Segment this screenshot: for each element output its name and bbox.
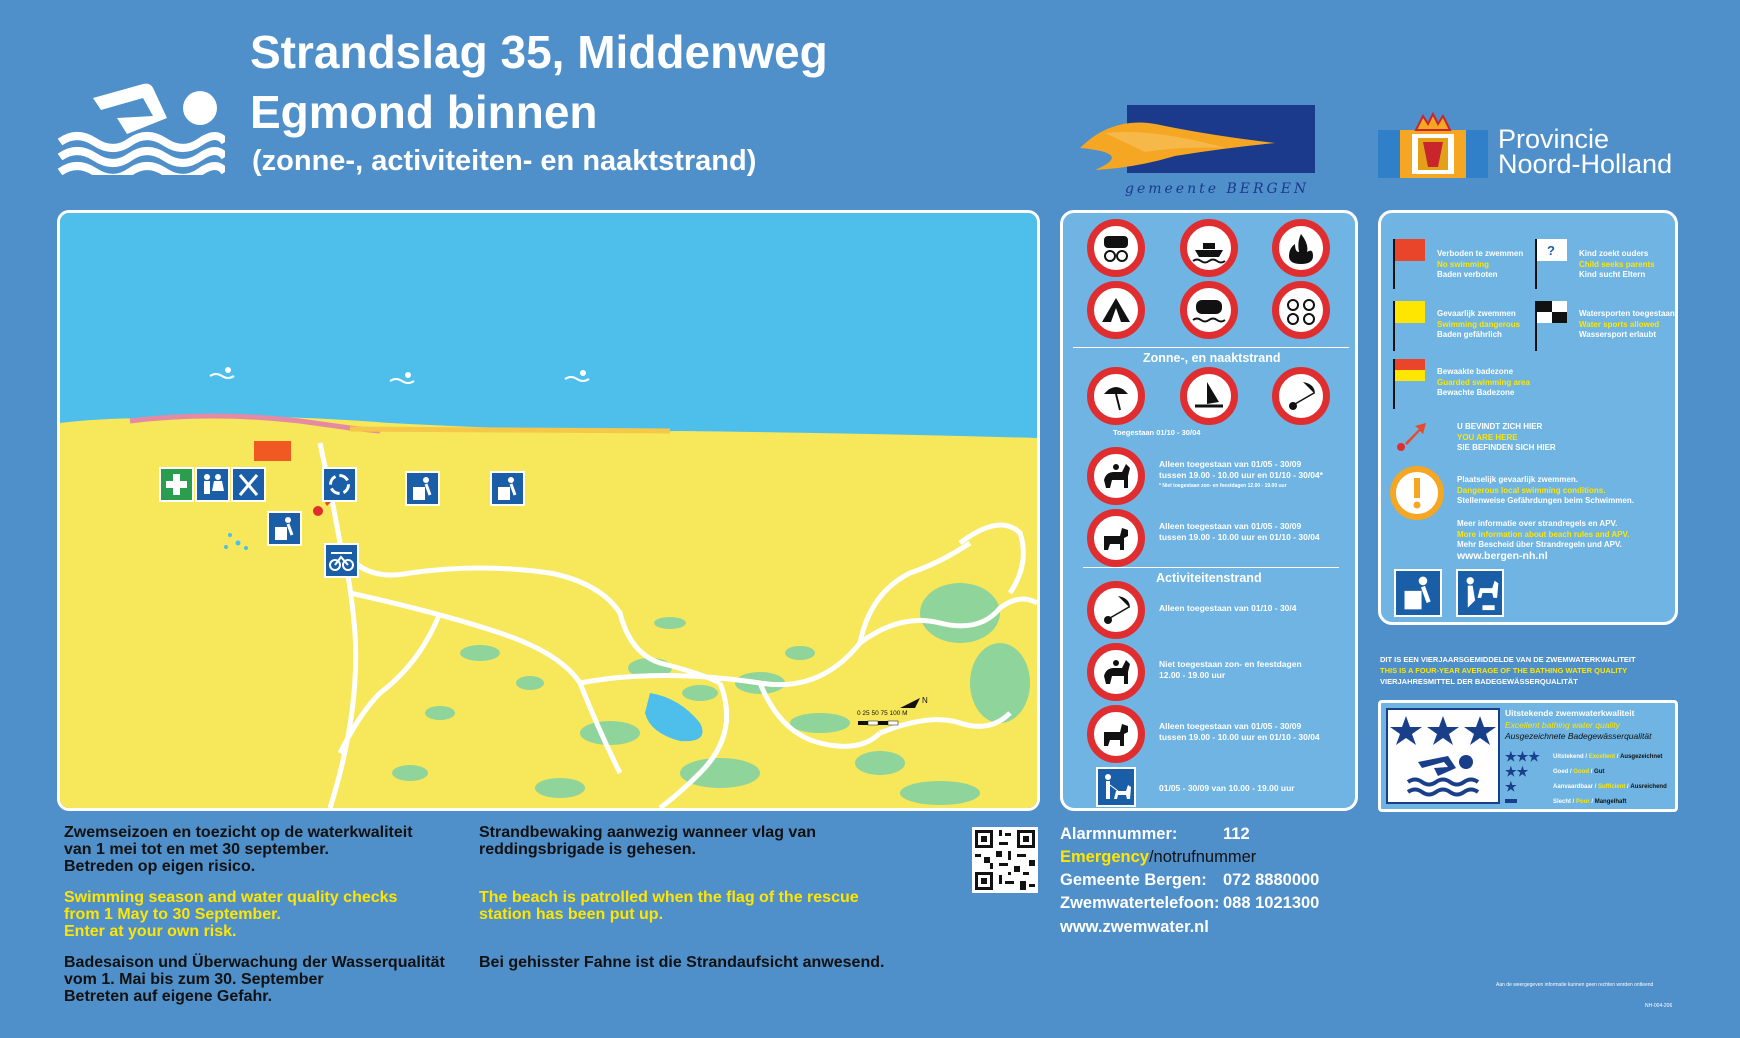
- no-dogs-icon: [1087, 509, 1145, 567]
- season-info-en: [64, 889, 397, 940]
- patrol-de1: Bei gehisster Fahne ist die Strandaufsicht anwesend.: [479, 954, 885, 971]
- you-are-here-text: [1457, 422, 1556, 454]
- svg-text:N: N: [922, 696, 928, 705]
- flag-guarded-de: Bewachte Badezone: [1437, 388, 1515, 397]
- dog-rule-1-line2: tussen 19.00 - 10.00 uur en 01/10 - 30/04: [1159, 532, 1320, 542]
- warning-icon: [1389, 465, 1445, 521]
- row2-de: Ausreichend: [1630, 783, 1667, 790]
- quality-row-good: ★★ Goed / Good / Gut: [1505, 763, 1605, 779]
- province-label-1: Provincie: [1498, 124, 1610, 154]
- flag-child-de: Kind sucht Eltern: [1579, 270, 1646, 279]
- dog-on-leash-icon: [1096, 767, 1136, 807]
- row3-de: Mangelhaft: [1594, 798, 1627, 805]
- kite-allowed-note: Toegestaan 01/10 - 30/04: [1113, 428, 1201, 437]
- trash-bin-icon: [490, 471, 525, 506]
- dog-rule-2: [1159, 721, 1320, 743]
- flag-red-de: Baden verboten: [1437, 270, 1498, 279]
- title-line1: Strandslag 35, Middenweg: [250, 26, 828, 78]
- more-de: Mehr Bescheid über Strandregeln und APV.: [1457, 540, 1622, 549]
- kite-rule-2: Alleen toegestaan van 01/10 - 30/4: [1159, 603, 1297, 613]
- row1-en: Good: [1573, 768, 1590, 775]
- no-fire-icon: [1272, 219, 1330, 277]
- trash-bin-icon: [267, 511, 302, 546]
- patrol-info-de: [479, 954, 884, 971]
- more-info-text: [1457, 519, 1629, 551]
- trash-bin-icon: [1394, 569, 1442, 617]
- row3-nl: Slecht: [1553, 798, 1572, 805]
- flag-guarded-nl: Bewaakte badezone: [1437, 367, 1514, 376]
- beach-rules-panel: [1060, 210, 1358, 811]
- season-info-de: [64, 954, 445, 1005]
- flag-yellow-text: [1437, 309, 1520, 341]
- quality-row-poor: Slecht / Poor / Mangelhaft: [1505, 794, 1667, 809]
- flag-check-de: Wassersport erlaubt: [1579, 330, 1657, 339]
- trash-bin-icon: [405, 471, 440, 506]
- info-nl1: Zwemseizoen en toezicht op de waterkwaliteit: [64, 824, 413, 841]
- avg-en: THIS IS A FOUR-YEAR AVERAGE OF THE BATHING WATER QUALITY: [1380, 666, 1628, 675]
- quality-row-excellent: ★★★ Uitstekend / Excellent / Ausgezeichnet: [1505, 748, 1663, 764]
- info-nl3: Betreden op eigen risico.: [64, 858, 256, 875]
- no-dogs-icon: [1087, 705, 1145, 763]
- row2-en: Sufficient: [1598, 783, 1626, 790]
- flag-child-text: [1579, 249, 1655, 281]
- here-de: SIE BEFINDEN SICH HIER: [1457, 443, 1556, 452]
- section-activity-beach: Activiteitenstrand: [1156, 571, 1262, 585]
- map-scale-label: 0 25 50 75 100 M: [857, 710, 908, 717]
- horse-rule-1: [1159, 459, 1323, 492]
- patrol-info-nl: [479, 824, 816, 858]
- no-motor-vehicles-icon: [1087, 219, 1145, 277]
- zwemwater-label: Zwemwatertelefoon:: [1060, 894, 1220, 912]
- province-label-2: Noord-Holland: [1498, 149, 1673, 179]
- flag-child-en: Child seeks parents: [1579, 259, 1655, 269]
- avg-de: VIERJAHRESMITTEL DER BADEGEWÄSSERQUALITÄT: [1380, 677, 1578, 686]
- restaurant-icon: [231, 467, 266, 502]
- patrol-en1: The beach is patrolled when the flag of the rescue: [479, 889, 859, 906]
- first-aid-icon: [159, 467, 194, 502]
- section-sun-beach: Zonne-, en naaktstrand: [1143, 351, 1281, 365]
- no-kitebuggy-icon: [1087, 581, 1145, 639]
- avg-nl: DIT IS EEN VIERJAARSGEMIDDELDE VAN DE ZWEMWATERKWALITEIT: [1380, 655, 1636, 664]
- flag-yellow-nl: Gevaarlijk zwemmen: [1437, 309, 1516, 318]
- horse-rule-1-note: * Niet toegestaan zon- en feestdagen 12.00 - 19.00 uur: [1159, 483, 1287, 489]
- flag-red-text: [1437, 249, 1523, 281]
- notruf-word: /notrufnummer: [1148, 848, 1257, 866]
- row2-nl: Aanvaardbaar: [1553, 783, 1594, 790]
- flag-red-en: No swimming: [1437, 259, 1490, 269]
- quality-head-en: Excellent bathing water quality: [1505, 719, 1620, 730]
- quality-head-nl: Uitstekende zwemwaterkwaliteit: [1505, 708, 1635, 718]
- info-nl2: van 1 mei tot en met 30 september.: [64, 841, 329, 858]
- more-nl: Meer informatie over strandregels en APV.: [1457, 519, 1618, 528]
- danger-text: [1457, 475, 1634, 507]
- patrol-en2: station has been put up.: [479, 906, 664, 923]
- no-inflatables-icon: [1180, 281, 1238, 339]
- horse-rule-1-line2: tussen 19.00 - 10.00 uur en 01/10 - 30/04*: [1159, 470, 1323, 480]
- title-line2: Egmond binnen: [250, 86, 598, 138]
- row0-de: Ausgezeichnet: [1620, 753, 1663, 760]
- flag-guarded-en: Guarded swimming area: [1437, 377, 1530, 387]
- gemeente-label: Gemeente Bergen:: [1060, 871, 1207, 889]
- no-camping-icon: [1087, 281, 1145, 339]
- danger-de: Stellenweise Gefährdungen beim Schwimmen.: [1457, 496, 1634, 505]
- quality-average-text: [1380, 654, 1636, 687]
- info-en1: Swimming season and water quality checks: [64, 889, 398, 906]
- recycling-icon: [322, 467, 357, 502]
- page-title: [250, 22, 828, 142]
- toilet-icon: [195, 467, 230, 502]
- no-horses-icon: [1087, 447, 1145, 505]
- horse-rule-2: [1159, 659, 1302, 681]
- info-de2: vom 1. Mai bis zum 30. September: [64, 971, 324, 988]
- quality-heading: [1505, 708, 1652, 743]
- water-quality-panel: [1378, 700, 1678, 812]
- flag-yellow-en: Swimming dangerous: [1437, 319, 1521, 329]
- sign-code: NH-004-206: [1645, 1003, 1673, 1009]
- flag-check-en: Water sports allowed: [1579, 319, 1660, 329]
- province-logo: [1378, 112, 1698, 182]
- page-subtitle: (zonne-, activiteiten- en naaktstrand): [252, 145, 757, 177]
- qr-code[interactable]: [972, 827, 1038, 893]
- here-en: YOU ARE HERE: [1457, 432, 1518, 442]
- svg-text:?: ?: [1547, 243, 1555, 258]
- alarm-label: Alarmnummer:: [1060, 825, 1178, 843]
- flag-red-nl: Verboden te zwemmen: [1437, 249, 1524, 258]
- bergen-url[interactable]: www.bergen-nh.nl: [1457, 550, 1548, 562]
- season-info-nl: [64, 824, 413, 875]
- patrol-info-en: [479, 889, 859, 923]
- gemeente-bergen-logo: [1075, 103, 1315, 199]
- no-parasol-icon: [1087, 367, 1145, 425]
- you-are-here-icon: [1391, 417, 1431, 457]
- patrol-nl1: Strandbewaking aanwezig wanneer vlag van: [479, 824, 816, 841]
- gemeente-phone[interactable]: 072 8880000: [1223, 871, 1320, 889]
- quality-head-de: Ausgezeichnete Badegewässerqualität: [1505, 731, 1652, 741]
- info-en2: from 1 May to 30 September.: [64, 906, 281, 923]
- info-de1: Badesaison und Überwachung der Wasserqualität: [64, 954, 445, 971]
- flags-legend-panel: [1378, 210, 1678, 625]
- flag-check-nl: Watersporten toegestaan: [1579, 309, 1675, 318]
- quality-badge: [1386, 708, 1500, 804]
- no-motorboats-icon: [1180, 219, 1238, 277]
- flag-child-nl: Kind zoekt ouders: [1579, 249, 1649, 258]
- info-en3: Enter at your own risk.: [64, 923, 237, 940]
- no-windsurfing-icon: [1180, 367, 1238, 425]
- dog-rule-1: [1159, 521, 1320, 543]
- horse-rule-2-line1: Niet toegestaan zon- en feestdagen: [1159, 659, 1302, 669]
- dog-rule-2-line1: Alleen toegestaan van 01/05 - 30/09: [1159, 721, 1302, 731]
- flag-yellow-de: Baden gefährlich: [1437, 330, 1502, 339]
- row0-nl: Uitstekend: [1553, 753, 1584, 760]
- no-kitebuggy-icon: [1272, 367, 1330, 425]
- emergency-word: Emergency: [1060, 848, 1149, 866]
- emergency-line: [1060, 848, 1256, 867]
- danger-en: Dangerous local swimming conditions.: [1457, 485, 1606, 495]
- swimmer-icon: [55, 80, 225, 175]
- patrol-nl2: reddingsbrigade is gehesen.: [479, 841, 696, 858]
- quality-scale: [1505, 749, 1667, 809]
- horse-rule-1-line1: Alleen toegestaan van 01/05 - 30/09: [1159, 459, 1302, 469]
- disclaimer: Aan de weergegeven informatie kunnen geen rechten worden ontleend: [1496, 982, 1654, 988]
- row1-nl: Goed: [1553, 768, 1569, 775]
- danger-nl: Plaatselijk gevaarlijk zwemmen.: [1457, 475, 1578, 484]
- more-en: More information about beach rules and APV.: [1457, 529, 1630, 539]
- gemeente-label: gemeente BERGEN: [1125, 181, 1310, 197]
- here-nl: U BEVINDT ZICH HIER: [1457, 422, 1543, 431]
- no-cycling-icon: [1272, 281, 1330, 339]
- flag-guarded-text: [1437, 367, 1530, 399]
- zwemwater-url[interactable]: www.zwemwater.nl: [1060, 918, 1209, 936]
- row0-en: Excellent: [1588, 753, 1616, 760]
- bicycle-parking-icon: [324, 543, 359, 578]
- row3-en: Poor: [1576, 798, 1590, 805]
- row1-de: Gut: [1594, 768, 1605, 775]
- dog-leash-rule: 01/05 - 30/09 van 10.00 - 19.00 uur: [1159, 783, 1295, 793]
- alarm-number: 112: [1223, 825, 1250, 843]
- dog-rule-2-line2: tussen 19.00 - 10.00 uur en 01/10 - 30/04: [1159, 732, 1320, 742]
- dog-poop-cleanup-icon: [1456, 569, 1504, 617]
- flag-check-text: [1579, 309, 1675, 341]
- zwemwater-phone[interactable]: 088 1021300: [1223, 894, 1320, 912]
- no-horses-icon: [1087, 643, 1145, 701]
- quality-row-sufficient: ★ Aanvaardbaar / Sufficient / Ausreichend: [1505, 778, 1667, 794]
- beach-map: [57, 210, 1040, 811]
- horse-rule-2-line2: 12.00 - 19.00 uur: [1159, 670, 1226, 680]
- info-de3: Betreten auf eigene Gefahr.: [64, 988, 273, 1005]
- dog-rule-1-line1: Alleen toegestaan van 01/05 - 30/09: [1159, 521, 1302, 531]
